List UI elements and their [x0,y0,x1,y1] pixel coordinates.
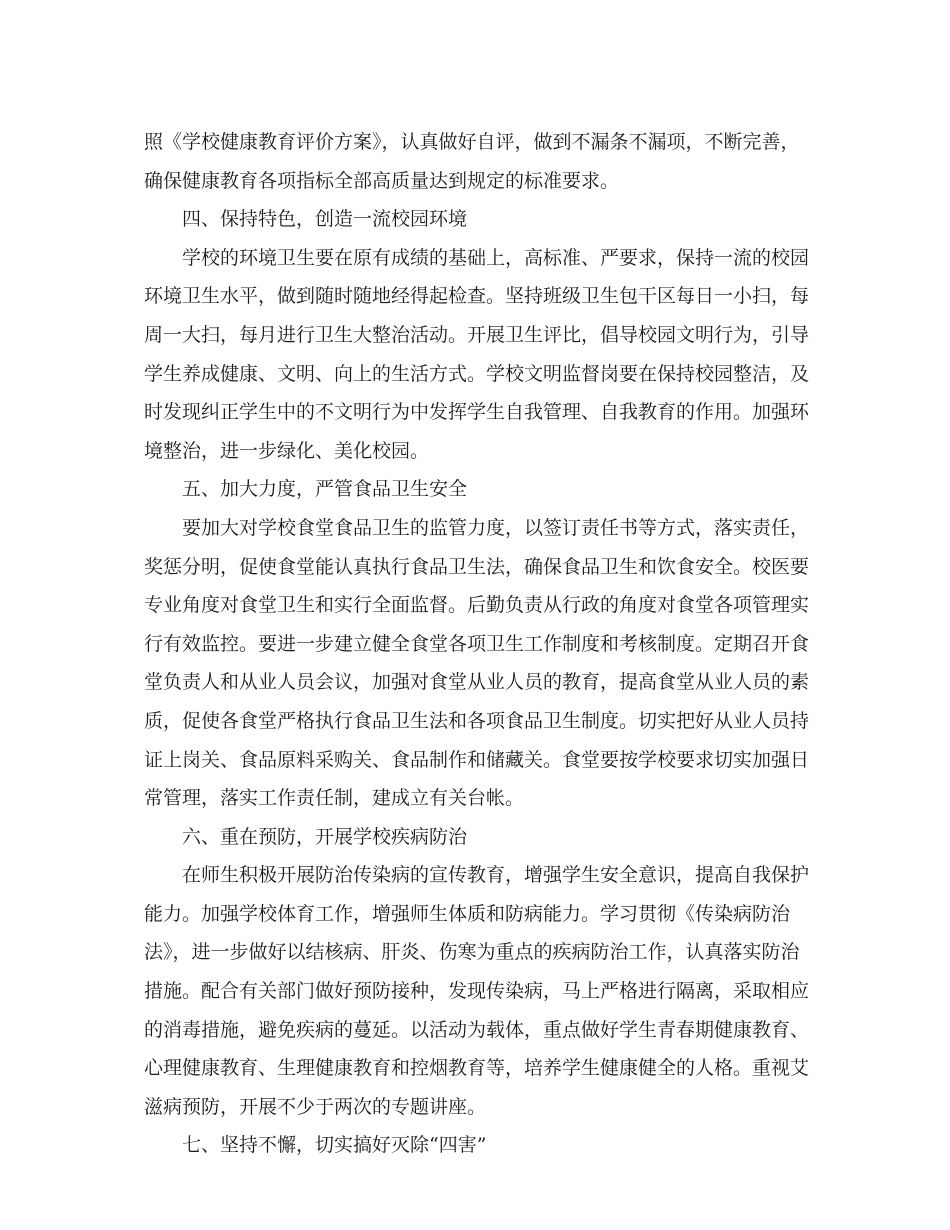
text-line: 学生养成健康、文明、向上的生活方式。学校文明监督岗要在保持校园整洁，及 [144,362,809,385]
paragraph-first-line: 在师生积极开展防治传染病的宣传教育，增强学生安全意识，提高自我保护 [182,864,809,887]
paragraph-first-line: 七、坚持不懈，切实搞好灭除“四害” [182,1134,487,1157]
paragraph-first-line: 要加大对学校食堂食品卫生的监管力度，以签订责任书等方式，落实责任， [182,516,809,539]
text-line: 奖惩分明，促使食堂能认真执行食品卫生法，确保食品卫生和饮食安全。校医要 [144,555,809,578]
text-line: 专业角度对食堂卫生和实行全面监督。后勤负责从行政的角度对食堂各项管理实 [144,594,809,617]
paragraph-first-line: 六、重在预防，开展学校疾病防治 [182,825,468,848]
text-line: 常管理，落实工作责任制，建成立有关台帐。 [144,787,525,810]
text-line: 堂负责人和从业人员会议，加强对食堂从业人员的教育，提高食堂从业人员的素 [144,671,809,694]
text-line: 能力。加强学校体育工作，增强师生体质和防病能力。学习贯彻《传染病防治 [144,902,791,925]
text-line: 措施。配合有关部门做好预防接种，发现传染病，马上严格进行隔离，采取相应 [144,980,809,1003]
text-line: 证上岗关、食品原料采购关、食品制作和储藏关。食堂要按学校要求切实加强日 [144,748,809,771]
text-line: 心理健康教育、生理健康教育和控烟教育等，培养学生健康健全的人格。重视艾 [144,1057,809,1080]
paragraph-first-line: 学校的环境卫生要在原有成绩的基础上，高标准、严要求，保持一流的校园 [182,246,809,269]
text-line: 确保健康教育各项指标全部高质量达到规定的标准要求。 [144,169,620,192]
text-line: 照《学校健康教育评价方案》，认真做好自评，做到不漏条不漏项，不断完善， [144,131,800,153]
text-line: 时发现纠正学生中的不文明行为中发挥学生自我管理、自我教育的作用。加强环 [144,401,809,424]
text-line: 环境卫生水平，做到随时随地经得起检查。坚持班级卫生包干区每日一小扫，每 [144,285,809,308]
text-line: 滋病预防，开展不少于两次的专题讲座。 [144,1095,487,1118]
text-line: 周一大扫，每月进行卫生大整治活动。开展卫生评比，倡导校园文明行为，引导 [144,323,809,346]
text-line: 行有效监控。要进一步建立健全食堂各项卫生工作制度和考核制度。定期召开食 [144,632,809,655]
text-line: 法》，进一步做好以结核病、肝炎、伤寒为重点的疾病防治工作，认真落实防治 [144,941,800,964]
paragraph-first-line: 五、加大力度，严管食品卫生安全 [182,478,468,501]
text-line: 的消毒措施，避免疾病的蔓延。以活动为载体，重点做好学生青春期健康教育、 [144,1018,809,1041]
document-body [144,123,809,1165]
text-line: 境整治，进一步绿化、美化校园。 [144,439,430,462]
text-line: 质，促使各食堂严格执行食品卫生法和各项食品卫生制度。切实把好从业人员持 [144,709,809,732]
paragraph-first-line: 四、保持特色，创造一流校园环境 [182,208,468,231]
